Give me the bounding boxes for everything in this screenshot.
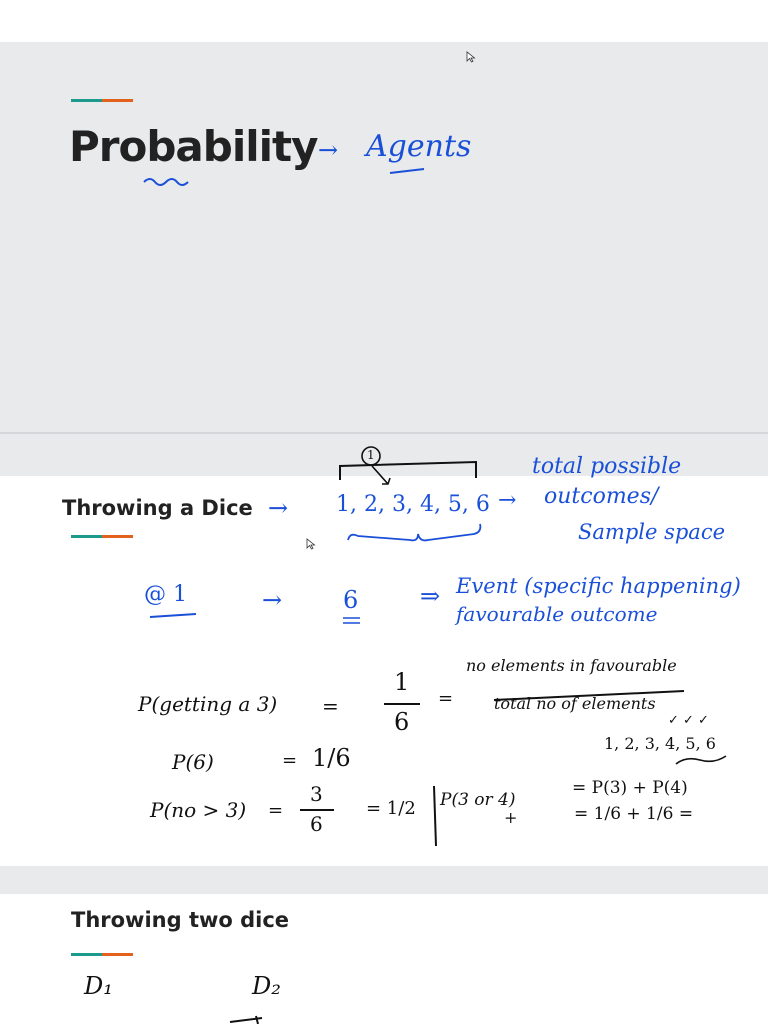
- p-3-or-4: P(3 or 4): [440, 790, 516, 810]
- p-getting-3: P(getting a 3): [138, 692, 278, 716]
- sample-space-note: Sample space: [578, 520, 726, 544]
- brace-under-sequence: [348, 524, 480, 540]
- favourable-outcome-note: favourable outcome: [456, 602, 658, 626]
- arrow-to-agents: →: [318, 136, 339, 164]
- no-elements-favourable: no elements in favourable: [466, 656, 677, 675]
- slide1-ink-strokes: [0, 42, 768, 432]
- tick-marks: ✓ ✓ ✓: [668, 713, 709, 728]
- equals-3: =: [282, 750, 298, 771]
- total-no-elements: total no of elements: [494, 694, 656, 713]
- sequence-one-to-six: 1, 2, 3, 4, 5, 6: [336, 492, 490, 517]
- equals-half: = 1/2: [366, 798, 416, 819]
- mouse-pointer-icon: [306, 538, 316, 550]
- dice-two-label: D₂: [252, 972, 281, 1000]
- small-sequence: 1, 2, 3, 4, 5, 6: [604, 734, 716, 753]
- p-no-greater-than-3: P(no > 3): [150, 798, 247, 822]
- vertical-divider: [434, 786, 436, 846]
- equals-2: =: [438, 688, 454, 709]
- at-one-note: @ 1: [144, 582, 187, 607]
- partial-stroke: [230, 1016, 262, 1024]
- six-double-underline: [343, 618, 360, 623]
- agents-underline: [390, 169, 424, 173]
- slide-throwing-a-dice: [0, 434, 768, 866]
- slide-throwing-two-dice: [0, 866, 768, 1024]
- wavy-underline: [144, 179, 188, 185]
- dice-one-label: D₁: [84, 972, 113, 1000]
- p-of-6: P(6): [172, 750, 214, 774]
- slide-title: Throwing a Dice: [62, 496, 253, 520]
- fraction-numerator-1: 1: [394, 668, 410, 696]
- bracket-over-sequence: [340, 462, 476, 480]
- equals-p3-plus-p4: = P(3) + P(4): [572, 778, 688, 798]
- pointer-arrow: [372, 466, 390, 484]
- slide-probability: [0, 42, 768, 434]
- outcomes-note: outcomes/: [544, 484, 659, 509]
- event-note: Event (specific happening): [456, 574, 741, 598]
- plus-sign: +: [504, 808, 518, 827]
- one-sixth: 1/6: [312, 744, 351, 772]
- slide-title: Probability: [69, 122, 318, 171]
- slide3-ink-strokes: [0, 866, 768, 1024]
- arrow-b: →: [498, 488, 517, 513]
- arrow-a: →: [268, 494, 289, 522]
- arrow-c: →: [262, 586, 283, 614]
- circled-one-label: 1: [367, 448, 375, 462]
- equals-1: =: [322, 694, 339, 718]
- agents-note: Agents: [366, 129, 472, 164]
- denominator-6: 6: [310, 812, 323, 836]
- mouse-pointer-icon: [466, 51, 476, 63]
- numerator-3: 3: [310, 782, 323, 806]
- total-possible-note: total possible: [532, 454, 682, 479]
- brace-under-small-sequence: [676, 756, 726, 764]
- implies-arrow: ⇒: [420, 582, 441, 610]
- at-one-underline: [150, 614, 196, 617]
- sum-of-sixths: = 1/6 + 1/6 =: [574, 804, 694, 824]
- equals-4: =: [268, 800, 284, 821]
- six-note: 6: [343, 586, 359, 614]
- fraction-denominator-6: 6: [394, 708, 410, 736]
- slide-title: Throwing two dice: [71, 908, 290, 932]
